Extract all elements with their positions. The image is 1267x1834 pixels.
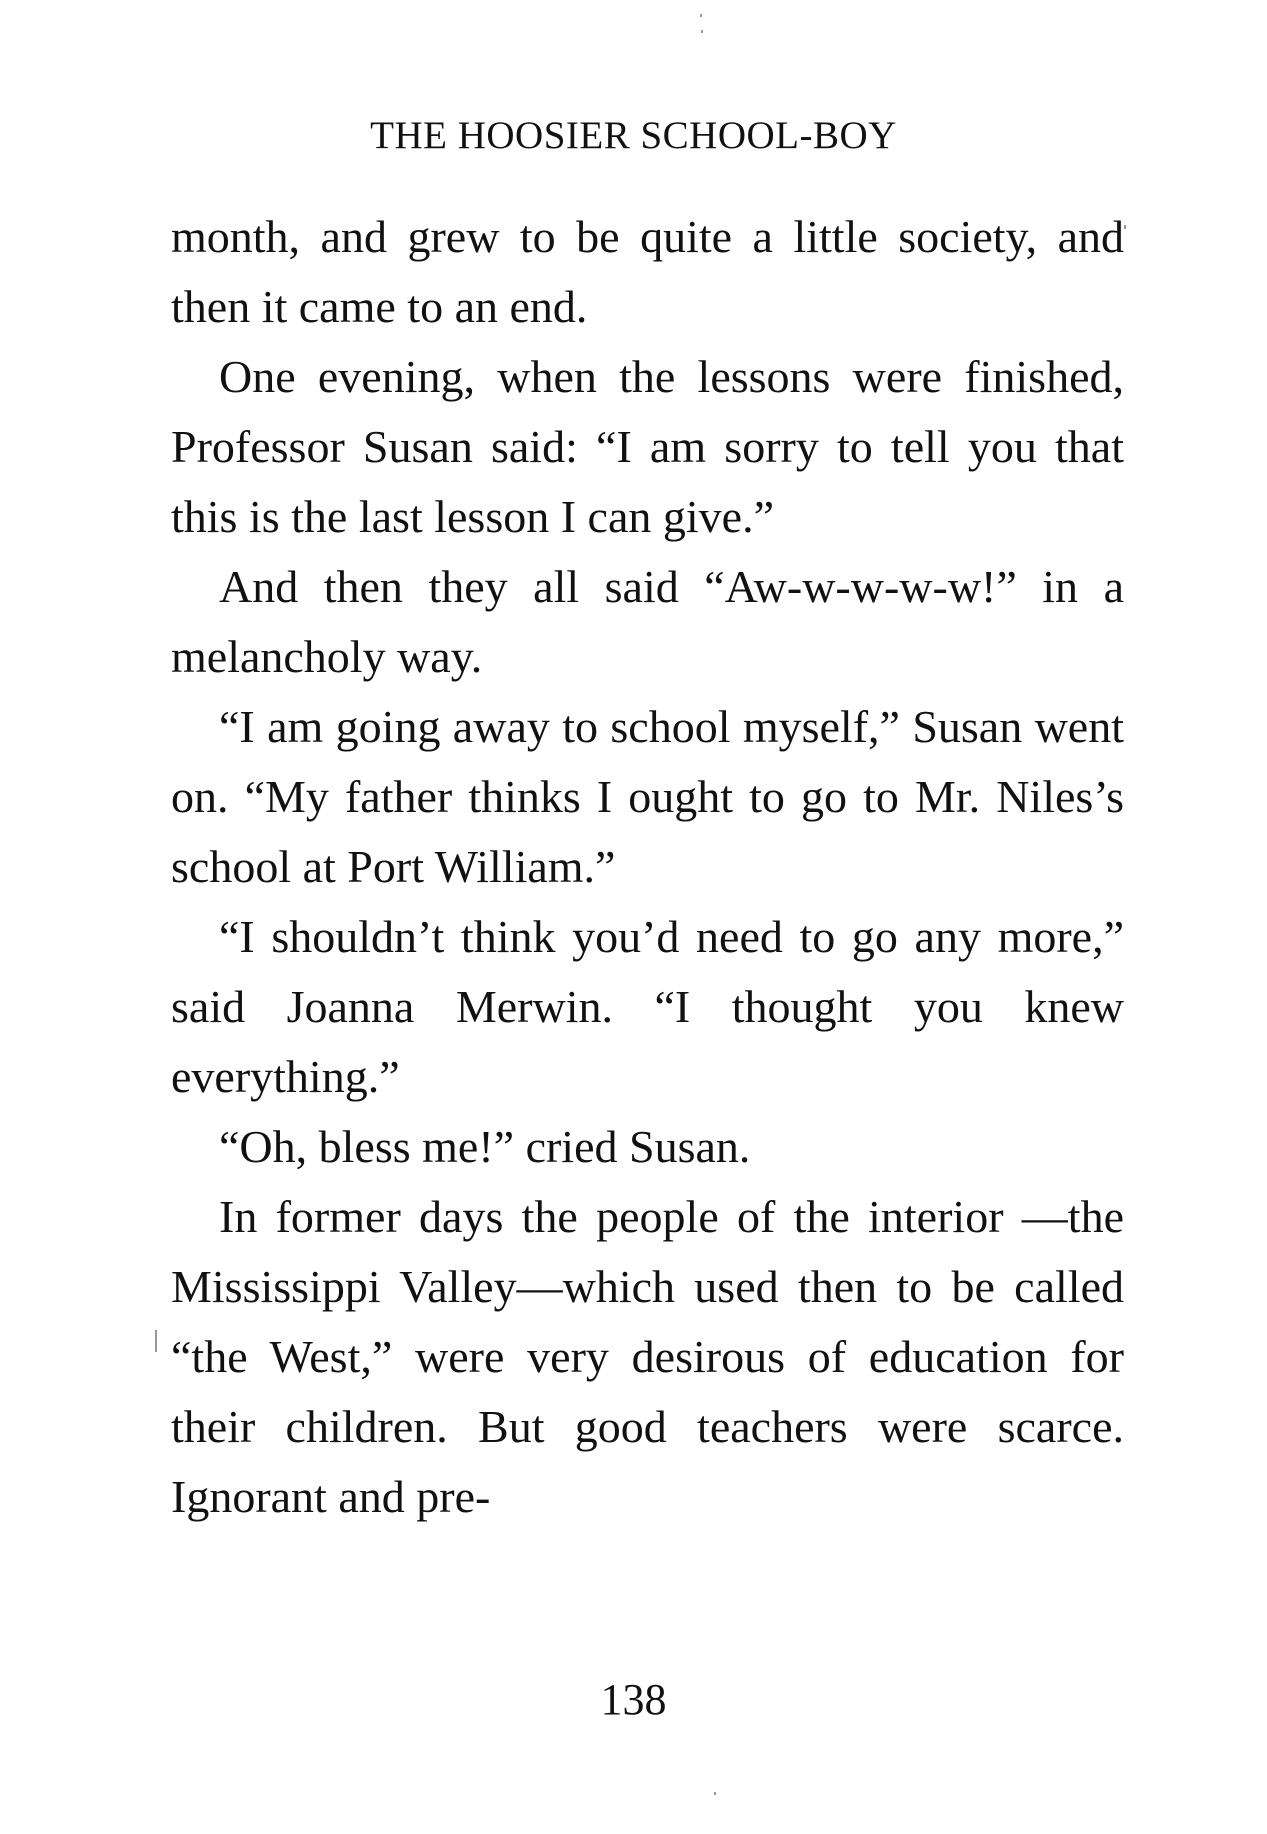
paragraph-going-away: “I am going away to school myself,” Susan went on. “My father thinks I ought to go to Mr. Niles’s school at Port William.”	[171, 701, 1124, 892]
paragraph-aw: And then they all said “Aw-w-w-w-w!” in a melancholy way.	[171, 561, 1124, 682]
paragraph-last-lesson: One evening, when the lessons were finished, Professor Susan said: “I am sorry to tell you that this is the last lesson I can give.”	[171, 351, 1124, 542]
page-number: 138	[600, 1675, 667, 1724]
scan-speck	[701, 30, 703, 33]
paragraph-joanna: “I shouldn’t think you’d need to go any more,” said Joanna Merwin. “I thought you knew everything.”	[171, 911, 1124, 1102]
paragraph-continuation: month, and grew to be quite a little society, and then it came to an end.	[171, 211, 1124, 332]
scan-speck	[714, 1792, 716, 1795]
body-text	[171, 202, 1124, 1532]
scan-speck	[155, 1330, 157, 1352]
scan-speck	[1124, 225, 1126, 229]
running-head: THE HOOSIER SCHOOL-BOY	[370, 114, 897, 157]
paragraph-bless-me: “Oh, bless me!” cried Susan.	[219, 1121, 751, 1172]
scan-speck	[700, 14, 702, 17]
paragraph-former-days: In former days the people of the interior —the Mississippi Valley—which used then to be called “the West,” were very desirous of education for their children. But good teachers were scarce. Ignorant and pre-	[171, 1191, 1124, 1522]
